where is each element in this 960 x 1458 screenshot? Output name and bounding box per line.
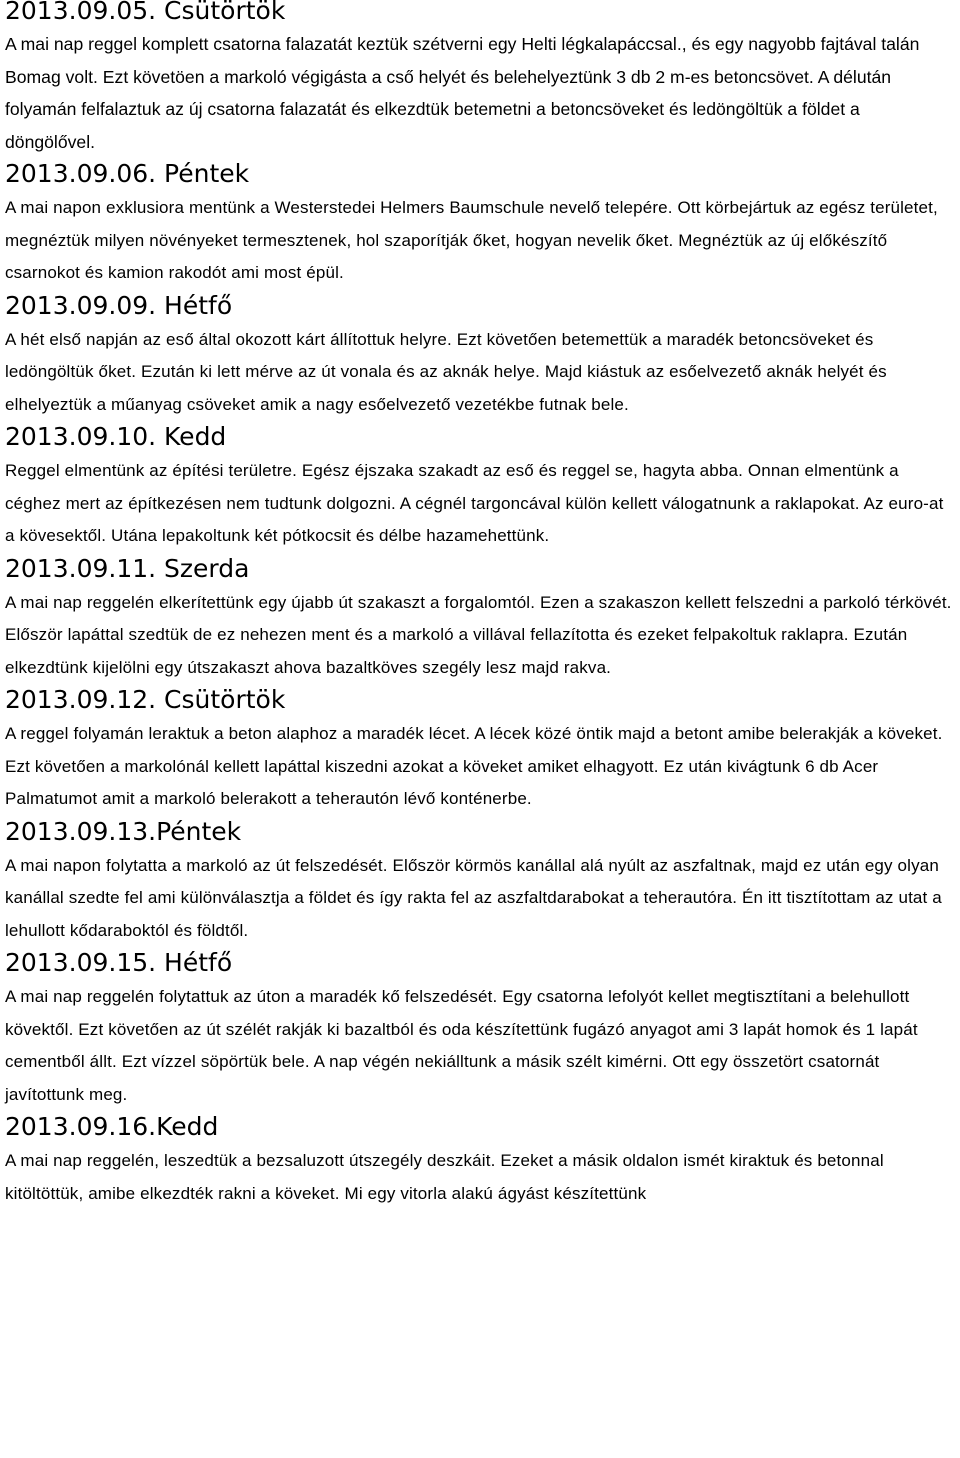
diary-entry: [5, 158, 952, 290]
entry-body: A mai nap reggelén folytattuk az úton a maradék kő felszedését. Egy csatorna lefolyót kellet megtisztítani a belehullott kövektől. Ezt követően az út szélét rakják ki bazaltból és oda készítettünk fugázó anyagot ami 3 lapát homok és 1 lapát cementből állt. Ezt vízzel söpörtük bele. A nap végén nekiálltunk a másik szélt kimérni. Ott egy összetört csatornát javítottunk meg.: [5, 987, 918, 1104]
entry-heading: 2013.09.11. Szerda: [5, 553, 250, 583]
entry-heading: 2013.09.06. Péntek: [5, 159, 250, 189]
entry-body: A mai napon exklusiora mentünk a Westerstedei Helmers Baumschule nevelő telepére. Ott körbejártuk az egész területet, megnéztük milyen növényeket termesztenek, hol szaporítják őket, hogyan nevelik őket. Megnéztük az új előkészítő csarnokot és kamion rakodót ami most épül.: [5, 198, 938, 283]
entry-heading: 2013.09.05. Csütörtök: [5, 0, 286, 25]
entry-body: A mai nap reggel komplett csatorna falazatát keztük szétverni egy Helti légkalapáccsal., és egy nagyobb fajtával talán Bomag volt. Ezt követöen a markoló végigásta a cső helyét és belehelyeztünk 3 db 2 m-es betoncsövet. A délután folyamán felfalaztuk az új csatorna falazatát és elkezdtük betemetni a betoncsöveket és ledöngöltük a földet a döngölővel.: [5, 34, 920, 152]
diary-entry: [5, 684, 952, 816]
entry-heading: 2013.09.16.Kedd: [5, 1112, 219, 1142]
entry-body: A mai nap reggelén elkerítettünk egy újabb út szakaszt a forgalomtól. Ezen a szakaszon kellett felszedni a parkoló térkövét. Először lapáttal szedtük de ez nehezen ment és a markoló a villával fellazította és ezeket felpakoltuk raklapra. Ezután elkezdtünk kijelölni egy útszakaszt ahova bazaltköves szegély lesz majd rakva.: [5, 592, 952, 677]
entry-body: A mai napon folytatta a markoló az út felszedését. Először körmös kanállal alá nyúlt az aszfaltnak, majd ez után egy olyan kanállal szedte fel ami különválasztja a földet és így rakta fel az aszfaltdarabokat a teherautóra. Én itt tisztítottam az utat a lehullott kődaraboktól és földtől.: [5, 855, 942, 940]
diary-entry: [5, 1111, 952, 1210]
diary-entry: [5, 421, 952, 553]
diary-entry: [5, 816, 952, 948]
entry-heading: 2013.09.13.Péntek: [5, 816, 242, 846]
entry-heading: 2013.09.12. Csütörtök: [5, 685, 286, 715]
diary-entry: [5, 290, 952, 422]
diary-entry: [5, 947, 952, 1111]
entry-body: A reggel folyamán leraktuk a beton alaphoz a maradék lécet. A lécek közé öntik majd a betont amibe belerakják a köveket. Ezt követően a markolónál kellett lapáttal kiszedni azokat a köveket amiket elhagyott. Ez után kivágtunk 6 db Acer Palmatumot amit a markoló belerakott a teherautón lévő konténerbe.: [5, 724, 943, 809]
entry-body: A mai nap reggelén, leszedtük a bezsaluzott útszegély deszkáit. Ezeket a másik oldalon ismét kiraktuk és betonnal kitöltöttük, amibe elkezdték rakni a köveket. Mi egy vitorla alakú ágyást készítettünk: [5, 1151, 884, 1203]
entry-body: A hét első napján az eső által okozott kárt állítottuk helyre. Ezt követően betemettük a maradék betoncsöveket és ledöngöltük őket. Ezután ki lett mérve az út vonala és az aknák helye. Majd kiástuk az esőelvezető aknák helyét és elhelyeztük a műanyag csöveket amik a nagy esőelvezető vezetékbe futnak bele.: [5, 329, 887, 414]
entry-heading: 2013.09.09. Hétfő: [5, 290, 233, 320]
diary-entry: [5, 553, 952, 685]
entry-heading: 2013.09.15. Hétfő: [5, 948, 233, 978]
diary-entry: [5, 0, 952, 158]
entry-heading: 2013.09.10. Kedd: [5, 422, 227, 452]
entry-body: Reggel elmentünk az építési területre. Egész éjszaka szakadt az eső és reggel se, hagyta abba. Onnan elmentünk a céghez mert az építkezésen nem tudtunk dolgozni. A cégnél targoncával külön kellett válogatnunk a raklapokat. Az euro-at a kövesektől. Utána lepakoltunk két pótkocsit és délbe hazamehettünk.: [5, 461, 944, 546]
